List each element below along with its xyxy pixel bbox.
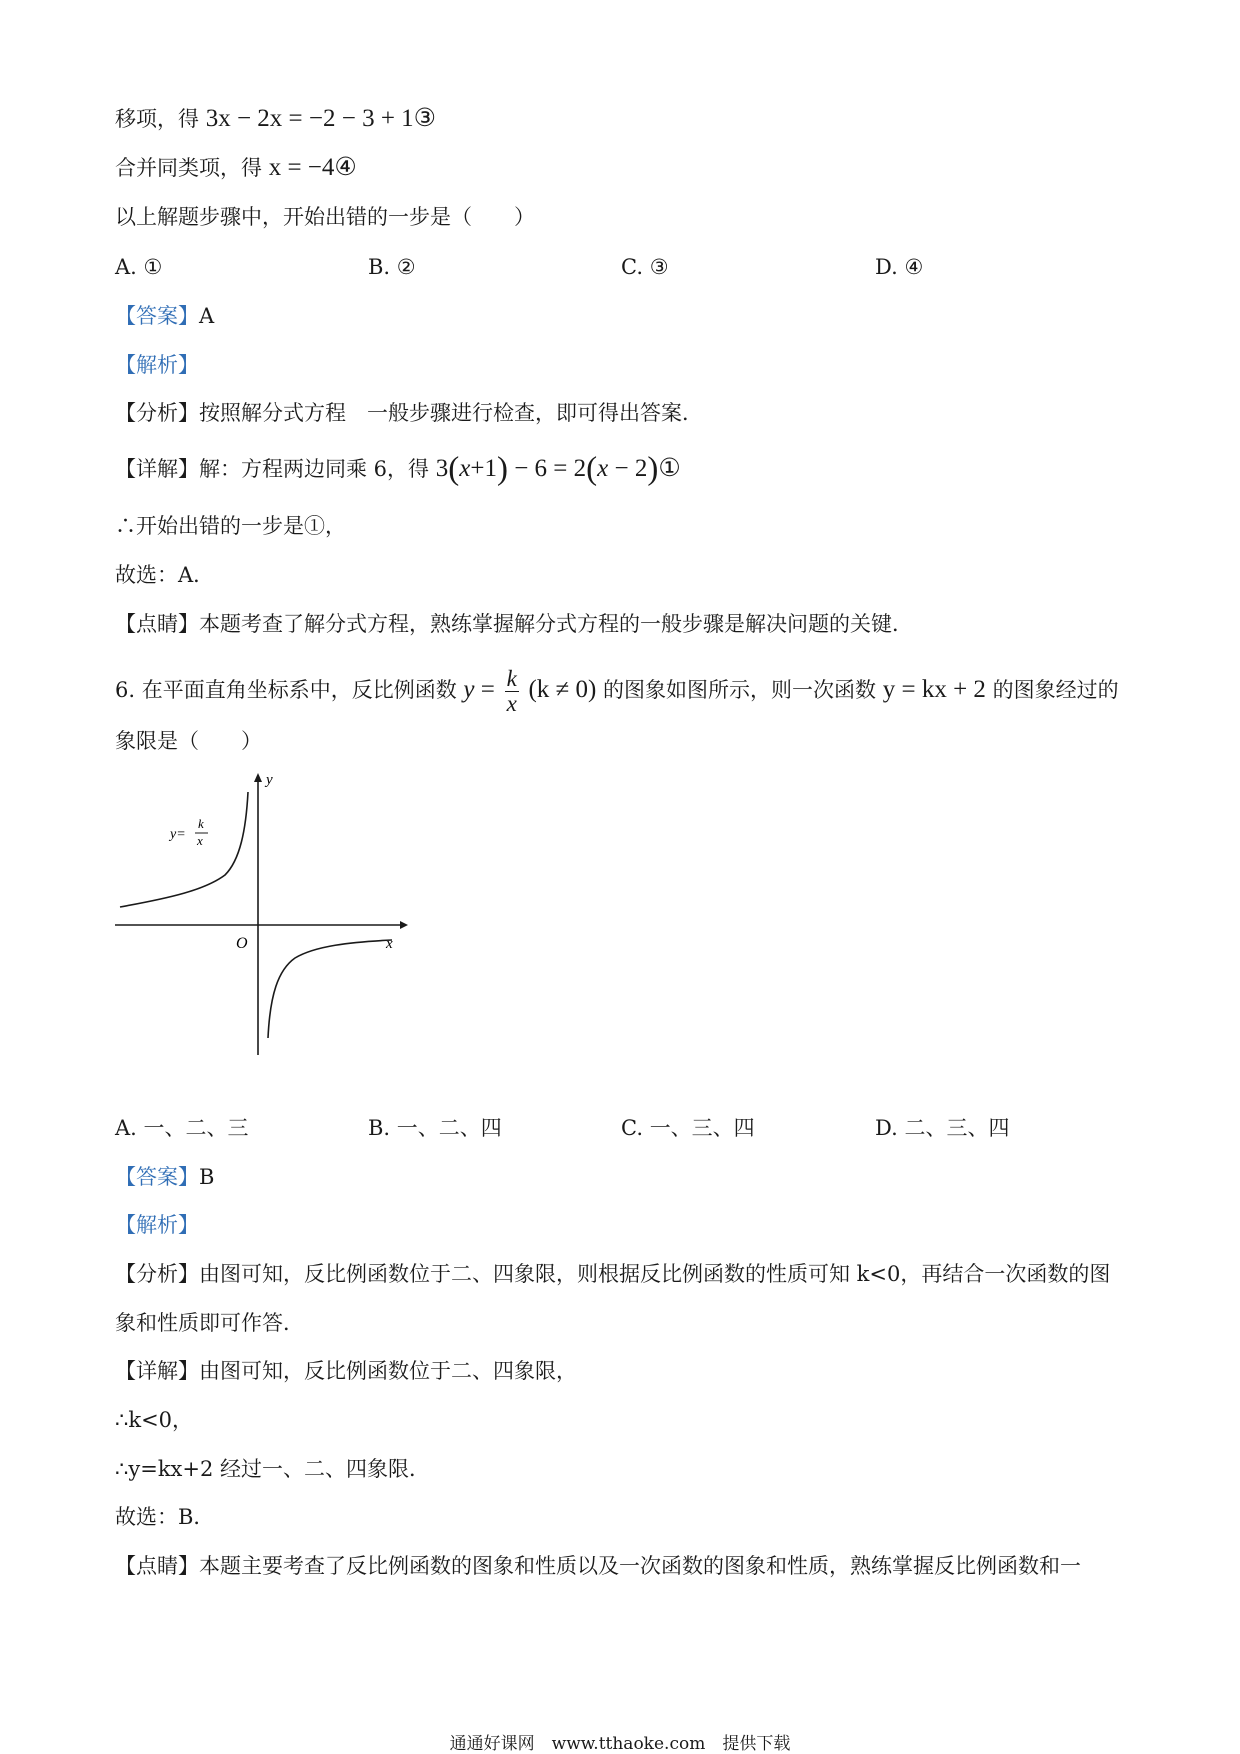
q6-option-a-letter: A. (115, 1116, 137, 1140)
q6-fraction (505, 667, 519, 716)
q5-analysis-tag: 【解析】 (115, 353, 199, 377)
q5-dianjing: 【点睛】本题考查了解分式方程，熟练掌握解分式方程的一般步骤是解决问题的关键． (115, 612, 913, 636)
q6-analysis-tag: 【解析】 (115, 1213, 199, 1237)
origin-label: O (236, 935, 248, 952)
q6-graph (110, 770, 410, 1060)
q5-choose: 故选：A． (115, 563, 215, 587)
q5-xiangjie-line (115, 451, 681, 487)
q6-option-b (368, 1113, 502, 1143)
q6-option-d-text: 二、三、四 (904, 1116, 1010, 1140)
q6-option-d (875, 1113, 1009, 1143)
q6-fenxi-line1: 【分析】由图可知，反比例函数位于二、四象限，则根据反比例函数的性质可知 k<0，再结合一次函数的图 (115, 1262, 1111, 1286)
q5-option-d-letter: D. (875, 255, 898, 279)
step-4-line (115, 153, 357, 183)
q5-option-b (368, 252, 416, 282)
q5-option-c-text: ③ (649, 255, 669, 279)
page-footer: 通通好课网 www.tthaoke.com 提供下载 (449, 1734, 791, 1754)
q5-answer-value: A (199, 304, 215, 328)
q6-option-c-letter: C. (621, 1116, 643, 1140)
q5-option-d-text: ④ (904, 255, 924, 279)
q5-answer-tag: 【答案】 (115, 304, 199, 328)
q5-option-c-letter: C. (621, 255, 643, 279)
q5-option-c (621, 252, 669, 282)
step-3-line (115, 104, 436, 134)
curve-label-k: k (198, 816, 204, 831)
step-4-equation: x = −4④ (268, 154, 357, 181)
q5-option-a-letter: A. (115, 255, 137, 279)
x-axis-label: x (386, 936, 393, 952)
q6-xiangjie: 【详解】由图可知，反比例函数位于二、四象限， (115, 1359, 577, 1383)
q6-step1: ∴k<0， (115, 1408, 194, 1432)
q5-answer-line (115, 301, 214, 331)
q6-stem-line2: 象限是（ ） (115, 729, 262, 753)
q6-frac-num: k (506, 666, 517, 691)
q5-fenxi: 【分析】按照解分式方程 一般步骤进行检查，即可得出答案． (115, 401, 703, 425)
q5-option-b-text: ② (396, 255, 416, 279)
y-axis-arrow (254, 773, 262, 782)
q5-xiangjie-equation: 3(x+1) − 6 = 2(x − 2)① (435, 451, 681, 487)
curve-label-y: y= (170, 827, 186, 842)
step-3-equation: 3x − 2x = −2 − 3 + 1③ (205, 105, 437, 132)
q6-option-d-letter: D. (875, 1116, 898, 1140)
q6-step2: ∴y=kx+2 经过一、二、四象限． (115, 1457, 431, 1481)
q5-option-a (115, 252, 162, 282)
step-4-prefix: 合并同类项，得 (115, 156, 262, 180)
q6-linear: y = kx + 2 (882, 676, 986, 703)
q6-option-a-text: 一、二、三 (143, 1116, 249, 1140)
q5-xiangjie-prefix: 【详解】解：方程两边同乘 6，得 (115, 457, 430, 481)
q6-stem-part1: 6. 在平面直角坐标系中，反比例函数 (115, 678, 457, 702)
q6-dianjing: 【点睛】本题主要考查了反比例函数的图象和性质以及一次函数的图象和性质，熟练掌握反比例函数和一 (115, 1554, 1081, 1578)
q5-option-a-text: ① (143, 255, 163, 279)
q6-option-b-text: 一、二、四 (396, 1116, 502, 1140)
q6-condition: (k ≠ 0) (528, 676, 597, 703)
curve-label-x: x (197, 833, 203, 848)
x-axis-arrow (400, 921, 408, 929)
q5-question-line: 以上解题步骤中，开始出错的一步是（ ） (115, 205, 535, 229)
q6-stem-line1: 6. 在平面直角坐标系中，反比例函数 y = $\frac{k}{x}$ (k ≠ 0) 的图象如图所示，则一次函数 y = kx + 2 的图象经过的 (115, 666, 1119, 716)
q6-stem-part3: 的图象经过的 (992, 678, 1119, 702)
hyperbola-branch-q4 (268, 940, 392, 1038)
q6-fenxi-line2: 象和性质即可作答． (115, 1311, 304, 1335)
q6-frac-den: x (506, 691, 517, 716)
q6-answer-tag: 【答案】 (115, 1165, 199, 1189)
q5-option-b-letter: B. (368, 255, 391, 279)
q6-option-b-letter: B. (368, 1116, 391, 1140)
q6-answer-line (115, 1162, 214, 1192)
q6-option-c-text: 一、三、四 (649, 1116, 755, 1140)
hyperbola-branch-q2 (120, 792, 248, 907)
step-3-prefix: 移项，得 (115, 107, 199, 131)
q6-stem-part2: 的图象如图所示，则一次函数 (603, 678, 877, 702)
q5-therefore: ∴开始出错的一步是①， (115, 514, 346, 538)
q5-option-d (875, 252, 923, 282)
y-axis-label: y (266, 772, 273, 788)
q6-choose: 故选：B． (115, 1505, 215, 1529)
q6-option-c (621, 1113, 755, 1143)
q6-answer-value: B (199, 1165, 215, 1189)
q6-option-a (115, 1113, 249, 1143)
